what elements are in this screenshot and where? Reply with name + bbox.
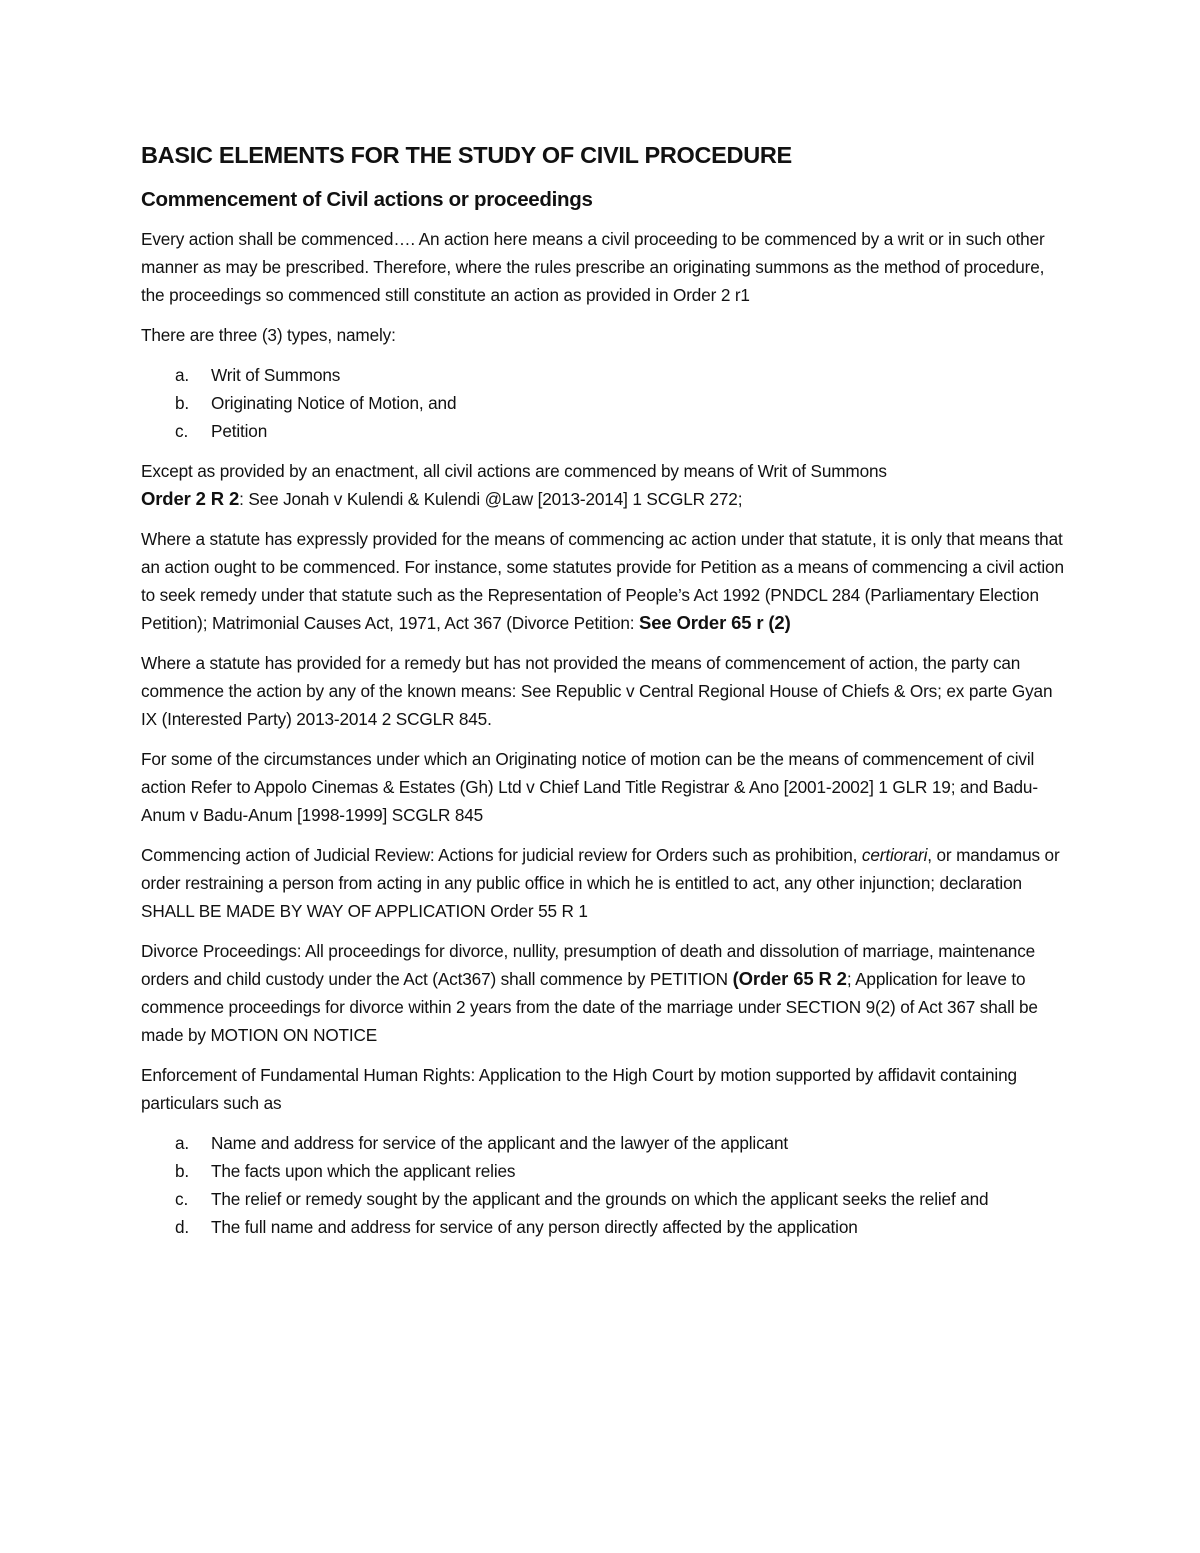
paragraph-originating-notice: For some of the circumstances under which an Originating notice of motion can be the means of commencement of civil action Refer to Appolo Cinemas & Estates (Gh) Ltd v Chief Land Title Registrar & Ano [2001-2002] 1 GLR 19; and Badu-Anum v Badu-Anum [1998-1999] SCGLR 845 (141, 749, 1038, 826)
paragraph-text: Where a statute has expressly provided for the means of commencing ac action under that statute, it is only that means that an action ought to be commenced. For instance, some statutes provide for Petition as a means of commencing a civil action to seek remedy under that statute such as the Representation of People’s Act 1992 (PNDCL 284 (Parliamentary Election Petition); Matrimonial Causes Act, 1971, Act 367 (Divorce Petition: (141, 529, 1064, 634)
paragraph-statute-means (141, 525, 1071, 637)
document-title: BASIC ELEMENTS FOR THE STUDY OF CIVIL PROCEDURE (141, 142, 792, 168)
list-item-text: The facts upon which the applicant relies (211, 1161, 516, 1182)
list-item-text: The relief or remedy sought by the applicant and the grounds on which the applicant seeks the relief and (211, 1189, 989, 1210)
list-item (141, 1129, 1071, 1157)
list-item-text: Originating Notice of Motion, and (211, 393, 457, 414)
list-marker: d. (175, 1217, 190, 1238)
list-item (141, 361, 1071, 389)
list-item (141, 389, 1071, 417)
types-list (141, 361, 1071, 445)
list-item (141, 1185, 1071, 1213)
case-citation: : See Jonah v Kulendi & Kulendi @Law [2013-2014] 1 SCGLR 272; (239, 489, 743, 510)
list-marker: a. (175, 1133, 190, 1154)
list-item-text: The full name and address for service of any person directly affected by the application (211, 1217, 858, 1238)
paragraph-writ-of-summons (141, 457, 1071, 513)
list-item (141, 1157, 1071, 1185)
paragraph-commencement: Every action shall be commenced…. An action here means a civil proceeding to be commenced by a writ or in such other manner as may be prescribed. Therefore, where the rules prescribe an originating summons as the method of procedure, the proceedings so commenced still constitute an action as provided in Order 2 r1 (141, 229, 1045, 306)
italic-term: certiorari (861, 845, 928, 866)
document-page (141, 140, 1071, 1253)
list-item-text: Petition (211, 421, 268, 442)
order-reference: See Order 65 r (2) (639, 612, 791, 634)
order-reference: (Order 65 R 2 (732, 968, 847, 990)
list-item (141, 1213, 1071, 1241)
list-marker: b. (175, 393, 190, 414)
paragraph-remedy-means: Where a statute has provided for a remedy but has not provided the means of commencement of action, the party can commence the action by any of the known means: See Republic v Central Regional House of Chiefs & Ors; ex parte Gyan IX (Interested Party) 2013-2014 2 SCGLR 845. (141, 653, 1053, 730)
order-reference: Order 2 R 2 (141, 488, 240, 510)
paragraph-fundamental-rights: Enforcement of Fundamental Human Rights: Application to the High Court by motion supported by affidavit containing particulars such as (141, 1065, 1017, 1114)
paragraph-types-intro: There are three (3) types, namely: (141, 325, 396, 346)
list-item (141, 417, 1071, 445)
paragraph-judicial-review (141, 841, 1071, 925)
section-heading: Commencement of Civil actions or proceedings (141, 187, 593, 211)
paragraph-text: Divorce Proceedings: All proceedings for divorce, nullity, presumption of death and dissolution of marriage, maintenance orders and child custody under the Act (Act367) shall commence by PETITION (141, 941, 1036, 990)
list-marker: b. (175, 1161, 190, 1182)
list-item-text: Writ of Summons (211, 365, 341, 386)
paragraph-text: , or mandamus or order restraining a person from acting in any public office in which he is entitled to act, any other injunction; declaration SHALL BE MADE BY WAY OF APPLICATION Order 55 R 1 (141, 845, 1060, 922)
particulars-list (141, 1129, 1071, 1241)
paragraph-divorce-proceedings (141, 937, 1071, 1049)
paragraph-text: Except as provided by an enactment, all civil actions are commenced by means of Writ of Summons (141, 461, 887, 482)
list-marker: a. (175, 365, 190, 386)
paragraph-text: Commencing action of Judicial Review: Actions for judicial review for Orders such as prohibition, (141, 845, 858, 866)
list-item-text: Name and address for service of the applicant and the lawyer of the applicant (211, 1133, 788, 1154)
paragraph-text: ; Application for leave to commence proceedings for divorce within 2 years from the date of the marriage under SECTION 9(2) of Act 367 shall be made by MOTION ON NOTICE (141, 969, 1038, 1046)
list-marker: c. (175, 1189, 189, 1210)
list-marker: c. (175, 421, 189, 442)
